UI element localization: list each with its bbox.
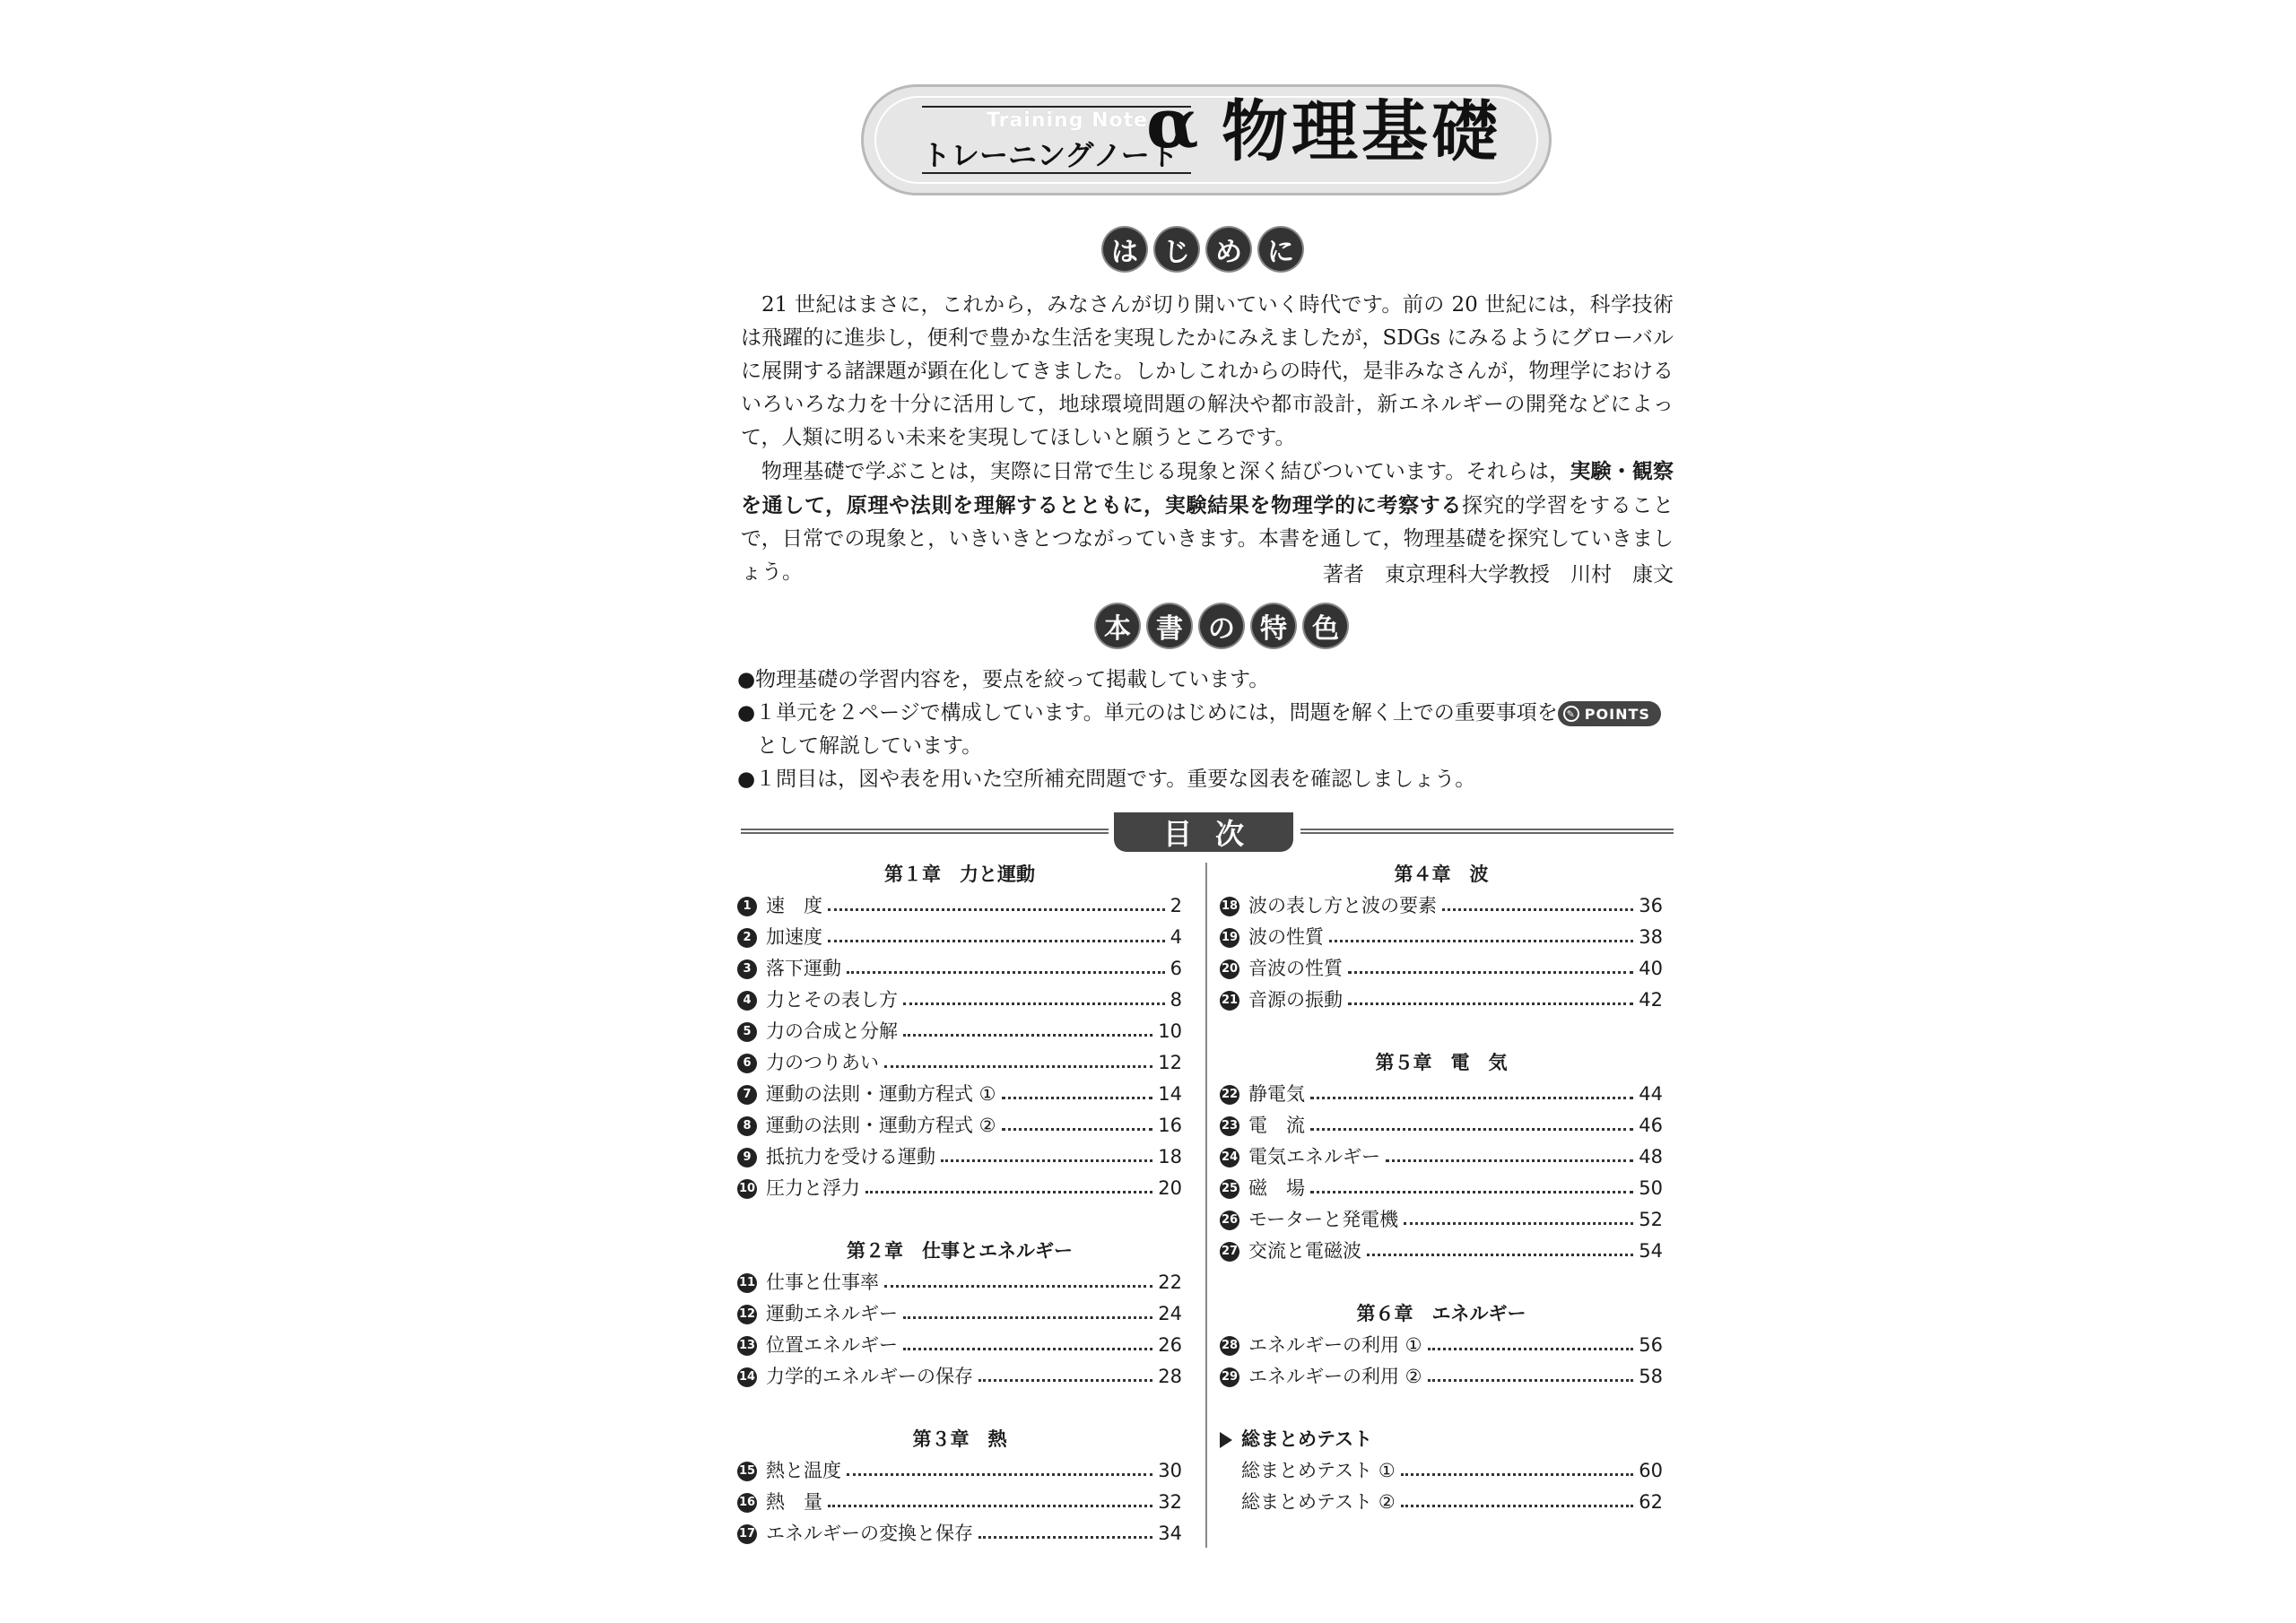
toc-left-column (737, 859, 1182, 1549)
toc-entry-page: 30 (1158, 1460, 1182, 1481)
unit-number-badge: 18 (1220, 897, 1239, 916)
toc-entry-title: 力とその表し方 (766, 989, 898, 1011)
toc-entry-title: 圧力と浮力 (766, 1177, 860, 1199)
toc-entry-page: 4 (1170, 926, 1182, 948)
toc-entry-page: 54 (1639, 1240, 1663, 1262)
heading-char: は (1103, 228, 1146, 271)
toc-entry[interactable] (737, 922, 1182, 953)
toc-entry[interactable] (1220, 1487, 1663, 1518)
triangle-right-icon (1220, 1432, 1232, 1448)
toc-entry[interactable] (1220, 1361, 1663, 1393)
toc-entry[interactable] (737, 1079, 1182, 1110)
toc-entry-page: 56 (1639, 1334, 1663, 1356)
toc-entry-title: 交流と電磁波 (1248, 1240, 1361, 1262)
toc-entry-title: エネルギーの利用 ① (1248, 1334, 1422, 1356)
toc-entry-page: 16 (1158, 1115, 1182, 1136)
heading-char: に (1259, 228, 1302, 271)
unit-number-badge: 12 (737, 1305, 757, 1324)
toc-entry-title: 位置エネルギー (766, 1334, 898, 1356)
final-test-heading-label: 総まとめテスト (1241, 1428, 1373, 1450)
toc-chapter-heading: 第６章 エネルギー (1356, 1303, 1526, 1324)
unit-number-badge: 3 (737, 959, 757, 979)
toc-entry-page: 50 (1639, 1177, 1663, 1199)
toc-entry-title: 総まとめテスト ① (1241, 1460, 1396, 1481)
features-list (737, 664, 1679, 796)
heading-char: の (1200, 604, 1243, 647)
dot-leader (978, 1536, 1152, 1539)
heading-char: め (1207, 228, 1250, 271)
heading-char: じ (1155, 228, 1198, 271)
toc-spacer (1220, 1016, 1663, 1047)
unit-number-badge: 16 (737, 1493, 757, 1513)
unit-number-badge: 15 (737, 1462, 757, 1481)
dot-leader (828, 1505, 1152, 1507)
toc-column-divider (1205, 863, 1207, 1548)
toc-entry-page: 38 (1639, 926, 1663, 948)
toc-chapter-heading: 第４章 波 (1394, 864, 1489, 885)
toc-entry-title: 力のつりあい (766, 1052, 879, 1073)
dot-leader (1428, 1379, 1634, 1382)
feature-item: ●物理基礎の学習内容を，要点を絞って掲載しています。 (737, 668, 1270, 691)
toc-entry-page: 26 (1158, 1334, 1182, 1356)
toc-entry-page: 52 (1639, 1209, 1663, 1230)
toc-entry-page: 40 (1639, 958, 1663, 979)
dot-leader (1310, 1128, 1633, 1131)
unit-number-badge: 11 (737, 1273, 757, 1293)
toc-spacer (1220, 1393, 1663, 1424)
toc-rule-right (1300, 829, 1674, 834)
intro-heading (1103, 228, 1302, 271)
toc-entry-title: 落下運動 (766, 958, 841, 979)
toc-entry-page: 42 (1639, 989, 1663, 1011)
dot-leader (903, 1316, 1152, 1319)
toc-entry[interactable] (1220, 1330, 1663, 1361)
author-line: 著者 東京理科大学教授 川村 康文 (1323, 563, 1674, 586)
toc-chapter-heading: 第５章 電 気 (1375, 1052, 1508, 1073)
dot-leader (978, 1379, 1152, 1382)
toc-chapter-heading: 第３章 熱 (912, 1428, 1007, 1450)
dot-leader (865, 1191, 1152, 1193)
intro-p2-a: 物理基礎で学ぶことは，実際に日常で生じる現象と深く結びついています。それらは， (761, 460, 1570, 483)
toc-entry[interactable] (1220, 1141, 1663, 1173)
toc-entry[interactable] (737, 1141, 1182, 1173)
unit-number-badge: 25 (1220, 1179, 1239, 1199)
toc-entry-page: 10 (1158, 1020, 1182, 1042)
toc-entry-title: エネルギーの利用 ② (1248, 1366, 1422, 1387)
toc-entry-page: 60 (1639, 1460, 1663, 1481)
toc-entry[interactable] (1220, 953, 1663, 985)
toc-entry[interactable] (1220, 985, 1663, 1016)
toc-entry[interactable] (1220, 922, 1663, 953)
unit-number-badge: 6 (737, 1054, 757, 1073)
points-badge (1558, 701, 1661, 726)
unit-number-badge: 24 (1220, 1148, 1239, 1167)
unit-number-badge: 5 (737, 1022, 757, 1042)
toc-entry[interactable] (737, 1110, 1182, 1141)
unit-number-badge: 8 (737, 1116, 757, 1136)
toc-entry[interactable] (737, 1518, 1182, 1549)
dot-leader (1310, 1097, 1633, 1099)
dot-leader (903, 1034, 1152, 1037)
toc-entry-title: 音源の振動 (1248, 989, 1343, 1011)
toc-entry-title: 運動の法則・運動方程式 ② (766, 1115, 996, 1136)
toc-entry[interactable] (737, 1173, 1182, 1204)
dot-leader (1367, 1254, 1633, 1256)
toc-entry-title: 音波の性質 (1248, 958, 1343, 979)
toc-entry-title: 熱と温度 (766, 1460, 841, 1481)
dot-leader (1348, 971, 1633, 974)
toc-entry-title: 仕事と仕事率 (766, 1271, 879, 1293)
toc-entry[interactable] (737, 1361, 1182, 1393)
heading-char: 本 (1096, 604, 1139, 647)
heading-char: 色 (1304, 604, 1347, 647)
toc-entry-page: 2 (1170, 895, 1182, 916)
toc-entry-title: 力学的エネルギーの保存 (766, 1366, 973, 1387)
toc-entry[interactable] (737, 1267, 1182, 1298)
dot-leader (847, 971, 1165, 974)
dot-leader (884, 1285, 1152, 1288)
dot-leader (903, 1348, 1152, 1350)
feature-item (737, 697, 1679, 763)
unit-number-badge: 9 (737, 1148, 757, 1167)
pencil-icon: ✎ (1563, 706, 1579, 722)
unit-number-badge: 19 (1220, 928, 1239, 948)
dot-leader (1386, 1159, 1633, 1162)
page-title: 物理基礎 (1222, 93, 1501, 170)
intro-p2-bold: 実験・観察を通して，原理や法則を理解するとともに，実験結果を物理学的に考察する (741, 459, 1674, 517)
toc-entry-page: 48 (1639, 1146, 1663, 1167)
unit-number-badge: 22 (1220, 1085, 1239, 1105)
toc-spacer (1220, 1267, 1663, 1298)
toc-entry[interactable] (737, 1298, 1182, 1330)
toc-entry-title: 総まとめテスト ② (1241, 1491, 1396, 1513)
unit-number-badge: 17 (737, 1524, 757, 1544)
toc-entry-title: エネルギーの変換と保存 (766, 1523, 973, 1544)
toc-entry-page: 28 (1158, 1366, 1182, 1387)
unit-number-badge: 29 (1220, 1367, 1239, 1387)
toc-chapter-heading: 第２章 仕事とエネルギー (847, 1240, 1073, 1262)
unit-number-badge: 23 (1220, 1116, 1239, 1136)
toc-entry-title: 加速度 (766, 926, 822, 948)
feature-item-2-b: として解説しています。 (757, 734, 983, 758)
dot-leader (1329, 940, 1633, 942)
heading-char: 特 (1252, 604, 1295, 647)
toc-entry[interactable] (737, 1047, 1182, 1079)
unit-number-badge: 13 (737, 1336, 757, 1356)
toc-entry-page: 20 (1158, 1177, 1182, 1199)
toc-entry-page: 36 (1639, 895, 1663, 916)
series-alpha: α (1146, 83, 1199, 163)
unit-number-badge: 14 (737, 1367, 757, 1387)
unit-number-badge: 7 (737, 1085, 757, 1105)
feature-item-2-a: ●１単元を２ページで構成しています。単元のはじめには，問題を解く上での重要事項を (737, 701, 1558, 725)
toc-entry[interactable] (1220, 890, 1663, 922)
unit-number-badge: 2 (737, 928, 757, 948)
toc-entry[interactable] (1220, 1455, 1663, 1487)
toc-entry-title: 運動の法則・運動方程式 ① (766, 1083, 996, 1105)
unit-number-badge: 1 (737, 897, 757, 916)
toc-entry-page: 8 (1170, 989, 1182, 1011)
features-heading (1096, 604, 1347, 647)
dot-leader (884, 1065, 1152, 1068)
toc-entry[interactable] (1220, 1079, 1663, 1110)
toc-entry-page: 12 (1158, 1052, 1182, 1073)
toc-title: 目次 (1114, 812, 1293, 852)
heading-char: 書 (1148, 604, 1191, 647)
unit-number-badge: 20 (1220, 959, 1239, 979)
dot-leader (1428, 1348, 1634, 1350)
unit-number-badge: 21 (1220, 991, 1239, 1011)
series-name-jp: トレーニングノート (922, 138, 1178, 172)
dot-leader (903, 1002, 1165, 1005)
toc-entry-page: 32 (1158, 1491, 1182, 1513)
dot-leader (1348, 1002, 1633, 1005)
toc-right-column (1220, 859, 1663, 1518)
toc-rule-left (741, 829, 1109, 834)
toc-entry-page: 58 (1639, 1366, 1663, 1387)
dot-leader (1002, 1128, 1153, 1131)
toc-entry-page: 22 (1158, 1271, 1182, 1293)
series-name-en: Training Note (987, 109, 1149, 132)
toc-entry-title: モーターと発電機 (1248, 1209, 1399, 1230)
toc-entry-title: 波の性質 (1248, 926, 1324, 948)
toc-entry-page: 18 (1158, 1146, 1182, 1167)
toc-entry-title: 熱 量 (766, 1491, 822, 1513)
unit-number-badge: 27 (1220, 1242, 1239, 1262)
intro-text (741, 289, 1674, 589)
toc-entry[interactable] (737, 890, 1182, 922)
toc-spacer (737, 1204, 1182, 1236)
toc-entry[interactable] (737, 953, 1182, 985)
toc-chapter-heading: 第１章 力と運動 (884, 864, 1035, 885)
final-test-heading (1220, 1424, 1663, 1455)
unit-number-badge: 26 (1220, 1211, 1239, 1230)
dot-leader (1401, 1505, 1634, 1507)
toc-entry[interactable] (737, 1487, 1182, 1518)
toc-entry-page: 46 (1639, 1115, 1663, 1136)
toc-entry-title: 波の表し方と波の要素 (1248, 895, 1437, 916)
toc-entry[interactable] (737, 985, 1182, 1016)
toc-entry-title: 抵抗力を受ける運動 (766, 1146, 935, 1167)
toc-entry-page: 24 (1158, 1303, 1182, 1324)
toc-entry[interactable] (1220, 1110, 1663, 1141)
toc-entry[interactable] (1220, 1236, 1663, 1267)
dot-leader (1310, 1191, 1633, 1193)
toc-entry[interactable] (737, 1016, 1182, 1047)
toc-entry-page: 6 (1170, 958, 1182, 979)
unit-number-badge: 28 (1220, 1336, 1239, 1356)
toc-entry[interactable] (737, 1455, 1182, 1487)
dot-leader (828, 908, 1165, 911)
dot-leader (828, 940, 1165, 942)
toc-entry[interactable] (1220, 1204, 1663, 1236)
intro-p2-c: 探究的学習をすることで，日常での現象と，いきいきとつながっていきます。本書を通して，物理基礎を探究していきましょう。 (741, 494, 1674, 584)
feature-item: ●１問目は，図や表を用いた空所補充問題です。重要な図表を確認しましょう。 (737, 768, 1476, 791)
toc-entry-title: 電気エネルギー (1248, 1146, 1380, 1167)
dot-leader (847, 1473, 1152, 1476)
toc-entry-title: 速 度 (766, 895, 822, 916)
points-badge-label: POINTS (1584, 705, 1650, 723)
toc-entry[interactable] (737, 1330, 1182, 1361)
toc-entry-page: 62 (1639, 1491, 1663, 1513)
toc-entry[interactable] (1220, 1173, 1663, 1204)
toc-entry-page: 44 (1639, 1083, 1663, 1105)
toc-entry-title: 磁 場 (1248, 1177, 1305, 1199)
unit-number-badge: 10 (737, 1179, 757, 1199)
unit-number-badge: 4 (737, 991, 757, 1011)
dot-leader (941, 1159, 1152, 1162)
dot-leader (1442, 908, 1633, 911)
dot-leader (1002, 1097, 1153, 1099)
intro-paragraph-1: 21 世紀はまさに，これから，みなさんが切り開いていく時代です。前の 20 世紀には，科学技術は飛躍的に進歩し，便利で豊かな生活を実現したかにみえましたが，SDGs にみるようにグローバルに展開する諸課題が顕在化してきました。しかしこれからの時代，是非みなさんが，物理学におけるいろいろな力を十分に活用して，地球環境問題の解決や都市設計，新エネルギーの開発などによって，人類に明るい未来を実現してほしいと願うところです。 (741, 293, 1674, 449)
dot-leader (1404, 1222, 1633, 1225)
toc-entry-page: 14 (1158, 1083, 1182, 1105)
toc-entry-title: 静電気 (1248, 1083, 1305, 1105)
dot-leader (1401, 1473, 1634, 1476)
toc-entry-page: 34 (1158, 1523, 1182, 1544)
toc-spacer (737, 1393, 1182, 1424)
toc-entry-title: 運動エネルギー (766, 1303, 898, 1324)
toc-entry-title: 力の合成と分解 (766, 1020, 898, 1042)
toc-entry-title: 電 流 (1248, 1115, 1305, 1136)
